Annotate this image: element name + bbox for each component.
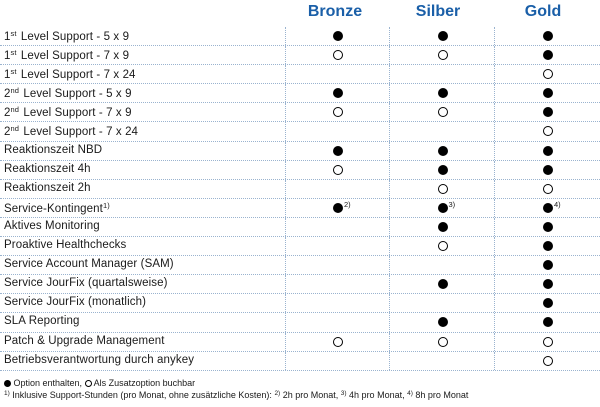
tier-cell-silber [389,84,494,102]
tier-cell-silber [389,161,494,179]
tier-cell-gold [494,294,600,312]
feature-label [4,258,174,270]
footnote-3-text: 4h pro Monat, [346,390,408,400]
included-dot-icon [438,146,448,156]
footnote-marker: 3) [448,199,456,209]
tier-cell-silber [389,103,494,121]
feature-label-text: 1 [4,31,11,43]
included-dot-icon [543,260,553,270]
tier-cell-gold [494,161,600,179]
feature-label-rest: Level Support - 7 x 24 [17,69,136,82]
table-row [0,161,600,180]
included-dot-icon [543,50,553,60]
feature-label-text: Reaktionszeit 2h [4,181,91,194]
feature-label [4,124,138,138]
tier-cell-silber [389,294,494,312]
feature-label-rest: Level Support - 7 x 9 [20,107,132,120]
included-dot-icon [543,31,553,41]
feature-label-text: 2 [4,107,11,120]
table-row [0,294,600,313]
feature-label [4,201,111,215]
table-row [0,237,600,256]
tier-cell-silber [389,122,494,140]
tier-cell-bronze [285,199,389,217]
optional-circle-icon [543,337,553,347]
legend-full-text: Option enthalten, [11,378,85,388]
tier-cell-silber [389,27,494,45]
included-dot-icon [543,222,553,232]
table-row [0,199,600,218]
included-dot-icon [438,279,448,289]
tier-cell-bronze [285,84,389,102]
tier-cell-gold [494,180,600,198]
tier-cell-gold [494,46,600,64]
footnote-4-marker: 4) [407,390,413,397]
tier-header [0,0,600,27]
included-dot-icon [438,317,448,327]
feature-label-text: Aktives Monitoring [4,219,100,232]
included-dot-icon [438,88,448,98]
footnote-marker: 4) [554,199,561,209]
included-dot-icon [543,317,553,327]
tier-cell-silber [389,256,494,274]
tier-cell-bronze [285,256,389,274]
feature-table [0,27,600,371]
included-dot-icon [543,241,553,251]
table-row [0,256,600,275]
feature-label [4,105,132,119]
feature-label-text: Reaktionszeit 4h [4,162,91,175]
tier-cell-bronze [285,122,389,140]
legend-open-text: Als Zusatzoption buchbar [91,378,196,388]
feature-label [4,48,129,62]
feature-label-sup: st [10,48,17,58]
tier-bronze: Bronze [307,3,363,20]
optional-circle-icon [543,69,553,79]
optional-circle-icon [333,337,343,347]
tier-cell-silber [389,313,494,331]
included-dot-icon [333,88,343,98]
tier-cell-bronze [285,180,389,198]
feature-label-sup: st [10,67,17,77]
feature-label [4,239,126,251]
table-row [0,46,600,65]
feature-label-text: Betriebsverantwortung durch anykey [4,353,195,366]
feature-label [4,67,136,81]
table-row [0,142,600,161]
footnote-2-marker: 2) [274,390,281,397]
tier-cell-bronze [285,333,389,351]
tier-cell-gold [494,237,600,255]
feature-label-text: Service JourFix (quartalsweise) [4,277,168,290]
included-dot-icon [543,203,553,213]
included-dot-icon [438,165,448,175]
feature-label [4,354,194,366]
optional-circle-icon [333,107,343,117]
feature-label-text: Service JourFix (monatlich) [4,296,147,309]
table-row [0,122,600,141]
tier-cell-silber [389,352,494,370]
tier-cell-bronze [285,46,389,64]
tier-cell-silber [389,180,494,198]
footnote-2-text: 2h pro Monat, [280,390,341,400]
table-row [0,84,600,103]
feature-label [4,144,102,156]
included-dot-icon [438,31,448,41]
table-row [0,65,600,84]
tier-silber: Silber [415,3,461,20]
optional-circle-icon [333,50,343,60]
optional-circle-icon [438,337,448,347]
legend-open-dot-icon [85,380,92,387]
feature-label [4,296,146,308]
feature-label-text: 1 [4,69,11,82]
tier-cell-gold [494,199,600,217]
tier-cell-bronze [285,352,389,370]
feature-label-text: 2 [4,88,11,101]
included-dot-icon [333,203,343,213]
tier-cell-gold [494,142,600,160]
feature-label-text: Service Account Manager (SAM) [4,258,174,271]
tier-cell-silber [389,275,494,293]
included-dot-icon [543,88,553,98]
included-dot-icon [543,146,553,156]
feature-label [4,315,79,327]
tier-cell-bronze [285,313,389,331]
feature-label-text: 2 [4,126,11,139]
optional-circle-icon [438,241,448,251]
feature-label-rest: Level Support - 5 x 9 [20,88,132,101]
optional-circle-icon [438,184,448,194]
tier-cell-gold [494,313,600,331]
tier-cell-bronze [285,237,389,255]
table-row [0,218,600,237]
footnote-3-marker: 3) [340,390,347,397]
feature-label-text: Reaktionszeit NBD [4,143,103,156]
tier-cell-silber [389,333,494,351]
tier-cell-bronze [285,142,389,160]
tier-cell-bronze [285,103,389,121]
tier-cell-silber [389,199,494,217]
tier-cell-bronze [285,294,389,312]
optional-circle-icon [438,50,448,60]
feature-label-text: 1 [4,50,11,63]
tier-cell-silber [389,142,494,160]
optional-circle-icon [438,107,448,117]
feature-label [4,182,91,194]
optional-circle-icon [543,126,553,136]
feature-label-sup: nd [10,105,20,115]
feature-label [4,163,91,175]
footnote-4-text: 8h pro Monat [412,390,469,400]
feature-label-text: Proaktive Healthchecks [4,239,127,252]
feature-label-text: Patch & Upgrade Management [4,334,165,347]
feature-label-rest: Level Support - 7 x 24 [20,126,139,139]
tier-cell-gold [494,103,600,121]
feature-label [4,29,129,43]
tier-cell-gold [494,218,600,236]
tier-cell-gold [494,275,600,293]
feature-label [4,335,165,347]
included-dot-icon [543,165,553,175]
legend-full-dot-icon [4,380,11,387]
tier-cell-gold [494,256,600,274]
footnote-marker: 2) [344,199,351,209]
tier-cell-gold [494,84,600,102]
feature-label-text: SLA Reporting [4,315,80,328]
feature-label-sup: nd [10,86,20,96]
table-row [0,27,600,46]
optional-circle-icon [543,356,553,366]
tier-cell-bronze [285,161,389,179]
included-dot-icon [333,146,343,156]
tier-cell-bronze [285,275,389,293]
table-row [0,103,600,122]
feature-label-sup: nd [10,124,20,134]
included-dot-icon [543,107,553,117]
included-dot-icon [333,31,343,41]
tier-cell-silber [389,237,494,255]
included-dot-icon [543,298,553,308]
feature-label [4,277,168,289]
legend [4,378,195,388]
feature-label-sup: st [10,29,17,38]
footnotes [4,390,468,400]
table-row [0,313,600,332]
tier-cell-gold [494,65,600,83]
tier-cell-gold [494,122,600,140]
included-dot-icon [438,222,448,232]
tier-cell-bronze [285,218,389,236]
tier-cell-silber [389,65,494,83]
included-dot-icon [438,203,448,213]
tier-cell-gold [494,352,600,370]
feature-label [4,220,100,232]
included-dot-icon [543,279,553,289]
feature-label-sup: 1) [102,200,110,210]
tier-cell-gold [494,27,600,45]
feature-label-text: Service-Kontingent [4,202,103,215]
feature-label-rest: Level Support - 5 x 9 [17,31,130,43]
tier-cell-gold [494,333,600,351]
tier-cell-silber [389,218,494,236]
feature-label-rest: Level Support - 7 x 9 [17,50,130,63]
table-row [0,333,600,352]
footnote-1-text: Inklusive Support-Stunden (pro Monat, ohne zusätzliche Kosten): [9,390,275,400]
optional-circle-icon [543,184,553,194]
tier-cell-silber [389,46,494,64]
table-row [0,352,600,371]
footnote-1-marker: 1) [4,390,10,397]
tier-cell-bronze [285,27,389,45]
optional-circle-icon [333,165,343,175]
tier-cell-bronze [285,65,389,83]
feature-label [4,86,132,100]
table-row [0,180,600,199]
tier-gold: Gold [524,3,562,20]
table-row [0,275,600,294]
